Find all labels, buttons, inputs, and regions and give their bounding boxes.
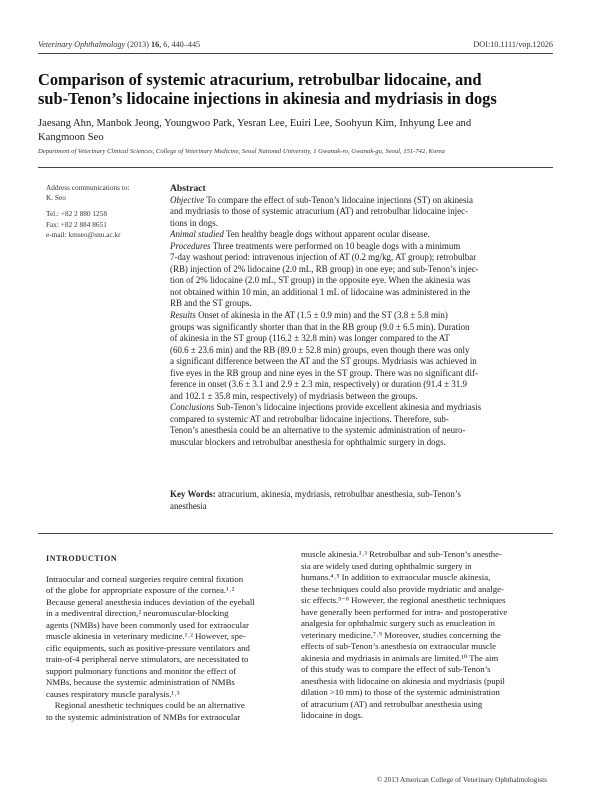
objective-label: Objective [170, 194, 205, 205]
intro-line: to the systemic administration of NMBs for extraocular [46, 711, 241, 722]
section-rule [38, 533, 553, 534]
journal-name: Veterinary Ophthalmology [38, 40, 126, 49]
keywords-text: atracurium, akinesia, mydriasis, retrobulbar anesthesia, sub-Tenon’s [215, 489, 461, 499]
abstract-results [170, 310, 547, 402]
intro-line: these techniques could also provide mydriatic and analge- [301, 583, 504, 594]
results-text: groups was significantly shorter than that in the RB group (9.0 ± 6.5 min). Duration [170, 321, 470, 332]
abstract-animals [170, 229, 547, 241]
objective-text: To compare the effect of sub-Tenon’s lidocaine injections (ST) on akinesia [204, 194, 473, 205]
intro-line: dilation >10 mm) to those of the systemic administration [301, 687, 500, 697]
title-line: sub-Tenon’s lidocaine injections in akinesia and mydriasis in dogs [38, 89, 497, 108]
intro-line: agents (NMBs) have been commonly used for extraocular [46, 619, 249, 630]
intro-line: cific equipments, such as positive-pressure ventilators and [46, 642, 250, 653]
results-label: Results [170, 310, 196, 321]
intro-line: effects of sub-Tenon’s anesthesia on extraocular muscle [301, 641, 497, 651]
author-line: Jaesang Ahn, Manbok Jeong, Youngwoo Park, Yesran Lee, Euiri Lee, Soohyun Kim, Inhyung Lee and [38, 118, 472, 129]
procedures-text: Three treatments were performed on 10 beagle dogs with a minimum [210, 240, 461, 251]
abstract-conclusions [170, 402, 547, 448]
results-text: Onset of akinesia in the AT (1.5 ± 0.9 min) and the ST (3.8 ± 5.8 min) [195, 310, 448, 321]
procedures-text: tion of 2% lidocaine (2.0 mL, ST group) in the opposite eye. When the akinesia was [170, 275, 471, 286]
intro-line: humans.⁴˒⁵ In addition to extraocular muscle akinesia, [301, 572, 491, 582]
objective-text: and mydriasis to those of systemic atracurium (AT) and retrobulbar lidocaine injec- [170, 206, 469, 217]
intro-line: sia are widely used during ophthalmic surgery in [301, 560, 472, 571]
intro-line: Because general anesthesia induces deviation of the eyeball [46, 596, 255, 607]
keywords [170, 489, 547, 512]
results-text: ference in onset (3.6 ± 3.1 and 2.9 ± 2.3 min, respectively) or duration (91.4 ± 31.9 [170, 379, 467, 390]
intro-line: train-of-4 peripheral nerve stimulators, are necessitated to [46, 654, 249, 664]
results-text: a significant difference between the AT and the ST groups. Mydriasis was achieved in [170, 356, 477, 367]
author-line: Kangmoon Seo [38, 132, 104, 143]
copyright-notice: © 2013 American College of Veterinary Ophthalmologists [376, 775, 547, 784]
intro-line: Regional anesthetic techniques could be an alternative [46, 700, 245, 710]
intro-line: causes respiratory muscle paralysis.¹˒³ [46, 688, 180, 699]
results-text: (60.6 ± 23.6 min) and the RB (89.0 ± 52.8 min) groups, even though there was only [170, 344, 470, 355]
conclusions-label: Conclusions [170, 402, 215, 413]
address-label: Address communications to: [46, 183, 130, 192]
affiliation-rule [38, 167, 553, 168]
results-text: and 102.1 ± 35.8 min, respectively) of mydriasis between the groups. [170, 390, 418, 401]
intro-line: muscle akinesia.¹˒³ Retrobulbar and sub-Tenon’s anesthe- [301, 549, 502, 559]
introduction-right-column [301, 549, 547, 722]
procedures-text: (RB) injection of 2% lidocaine (2.0 mL, RB group) in one eye; and sub-Tenon’s injec- [170, 263, 479, 274]
keywords-text: anesthesia [170, 500, 207, 511]
address-fax: Fax: +82 2 884 8651 [46, 219, 107, 229]
intro-line: akinesia and mydriasis in animals are limited.¹⁰ The aim [301, 652, 499, 663]
author-list [38, 117, 551, 145]
journal-issue-pages: , 6, 440–445 [159, 40, 201, 49]
introduction-heading: INTRODUCTION [46, 554, 118, 563]
intro-line: sic effects.⁵⁻⁸ However, the regional anesthetic techniques [301, 595, 506, 605]
results-text: of akinesia in the ST group (116.2 ± 32.8 min) was longer compared to the AT [170, 333, 450, 344]
keywords-label: Key Words: [170, 489, 216, 499]
intro-line: anesthesia with lidocaine on akinesia and mydriasis (pupil [301, 675, 505, 686]
intro-line: in a mediventral direction,² neuromuscular-blocking [46, 608, 229, 618]
introduction-left-column [46, 553, 296, 723]
conclusions-text: compared to systemic AT and retrobulbar lidocaine injections. Therefore, sub- [170, 413, 449, 424]
abstract-objective [170, 195, 547, 230]
animals-label: Animal studied [170, 229, 224, 240]
intro-line: analgesia for ophthalmic surgery such as enucleation in [301, 618, 495, 628]
address-name: K. Seo [46, 193, 66, 203]
journal-year: (2013) [127, 40, 149, 49]
results-text: five eyes in the RB group and nine eyes in the ST group. There was no significant dif- [170, 367, 478, 378]
abstract-procedures [170, 241, 547, 310]
animals-text: Ten healthy beagle dogs without apparent ocular disease. [223, 229, 430, 240]
intro-line: lidocaine in dogs. [301, 710, 363, 720]
journal-citation [38, 40, 200, 49]
intro-line: veterinary medicine.⁷˒⁹ Moreover, studies concerning the [301, 629, 501, 640]
procedures-text: RB and the ST groups. [170, 298, 252, 309]
objective-text: tions in dogs. [170, 217, 218, 228]
abstract [170, 183, 547, 449]
intro-line: have generally been performed for intra- and postoperative [301, 606, 508, 617]
header-rule [38, 53, 553, 54]
correspondence-address [46, 183, 166, 240]
intro-line: muscle akinesia in veterinary medicine.¹˒² However, spe- [46, 631, 246, 641]
procedures-text: 7-day washout period: intravenous injection of AT (0.2 mg/kg, AT group); retrobulbar [170, 252, 477, 263]
title-line: Comparison of systemic atracurium, retrobulbar lidocaine, and [38, 70, 482, 89]
intro-line: of atracurium (AT) and retrobulbar anesthesia using [301, 698, 483, 709]
conclusions-text: Tenon’s anesthesia could be an alternative to the systemic administration of neuro- [170, 425, 466, 436]
affiliation: Department of Veterinary Clinical Sciences, College of Veterinary Medicine, Seoul National University, 1 Gwanak-ro, Gwanak-gu, Seoul, 151-742, Korea [38, 148, 445, 155]
intro-line: support pulmonary functions and monitor the effect of [46, 665, 237, 676]
abstract-heading: Abstract [170, 183, 206, 194]
procedures-label: Procedures [170, 240, 211, 251]
address-tel: Tel.: +82 2 880 1258 [46, 209, 107, 219]
intro-line: of this study was to compare the effect of sub-Tenon’s [301, 664, 491, 674]
intro-line: Intraocular and corneal surgeries require central fixation [46, 573, 244, 584]
running-header [38, 40, 553, 49]
procedures-text: not obtained within 10 min, an additional 1 mL of lidocaine was administered in the [170, 286, 471, 297]
doi: DOI:10.1111/vop.12026 [473, 40, 553, 49]
intro-line: NMBs, because the systemic administration of NMBs [46, 677, 235, 687]
intro-line: of the globe for appropriate exposure of the cornea.¹˒² [46, 585, 235, 595]
address-email: e-mail: kmseo@snu.ac.kr [46, 229, 121, 239]
article-title [38, 70, 555, 108]
journal-volume: 16 [151, 40, 160, 49]
conclusions-text: Sub-Tenon’s lidocaine injections provide excellent akinesia and mydriasis [214, 402, 482, 413]
conclusions-text: muscular blockers and retrobulbar anesthesia for ophthalmic surgery in dogs. [170, 437, 446, 448]
